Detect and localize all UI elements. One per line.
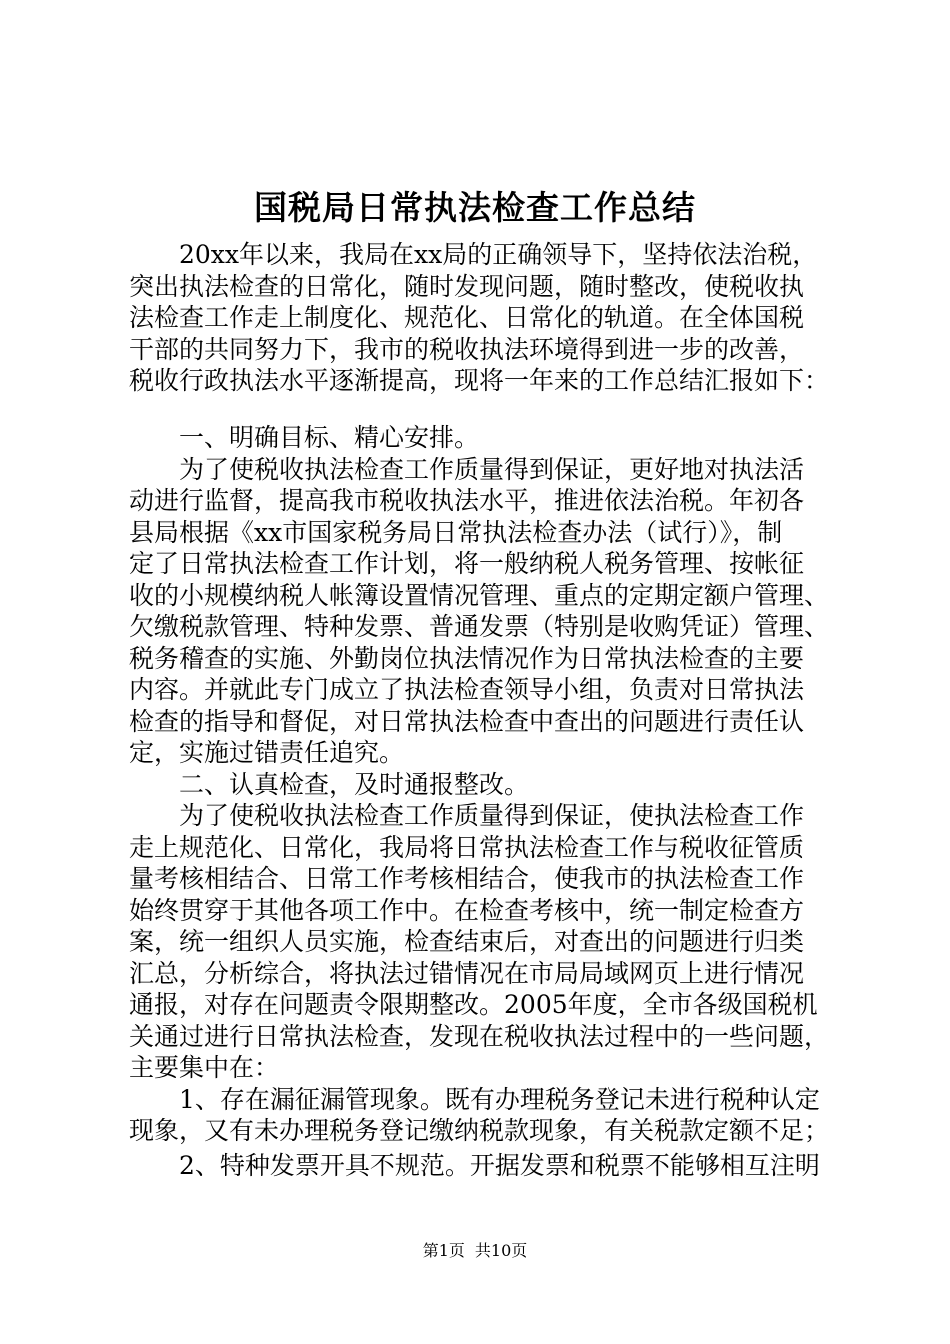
list-item-2: 2、特种发票开具不规范。开据发票和税票不能够相互注明 [179, 1151, 820, 1180]
text-line: 案，统一组织人员实施，检查结束后，对查出的问题进行归类 [129, 927, 805, 956]
text-line: 定了日常执法检查工作计划，将一般纳税人税务管理、按帐征 [129, 549, 805, 578]
document-title: 国税局日常执法检查工作总结 [254, 188, 696, 227]
list-item-1: 1、存在漏征漏管现象。既有办理税务登记未进行税种认定 [179, 1084, 820, 1114]
text-line: 现象，又有未办理税务登记缴纳税款现象，有关税款定额不足； [129, 1116, 830, 1145]
text-line: 汇总，分析综合，将执法过错情况在市局局域网页上进行情况 [129, 958, 805, 988]
text-line: 主要集中在： [129, 1053, 280, 1082]
item-2-body [129, 1150, 833, 1182]
text-line: 为了使税收执法检查工作质量得到保证，更好地对执法活 [179, 454, 805, 484]
text-line: 20xx年以来，我局在xx局的正确领导下，坚持依法治税， [179, 240, 818, 269]
page-number: 第1页 [422, 1241, 465, 1260]
text-line: 始终贯穿于其他各项工作中。在检查考核中，统一制定检查方 [129, 895, 805, 925]
text-line: 欠缴税款管理、特种发票、普通发票（特别是收购凭证）管理、 [129, 612, 830, 641]
text-line: 动进行监督，提高我市税收执法水平，推进依法治税。年初各 [129, 486, 805, 515]
text-line: 检查的指导和督促，对日常执法检查中查出的问题进行责任认 [129, 706, 805, 736]
page-total: 共10页 [474, 1241, 528, 1260]
text-line: 为了使税收执法检查工作质量得到保证，使执法检查工作 [179, 801, 805, 830]
text-line: 税务稽查的实施、外勤岗位执法情况作为日常执法检查的主要 [129, 643, 805, 673]
section-1-body [129, 422, 833, 1147]
text-line: 法检查工作走上制度化、规范化、日常化的轨道。在全体国税 [129, 303, 805, 332]
text-line: 税收行政执法水平逐渐提高，现将一年来的工作总结汇报如下： [129, 366, 830, 395]
text-line: 干部的共同努力下，我市的税收执法环境得到进一步的改善， [129, 334, 805, 364]
intro-paragraph [129, 239, 833, 397]
page-footer [0, 1240, 950, 1262]
text-line: 定，实施过错责任追究。 [129, 738, 405, 767]
text-line: 通报，对存在问题责令限期整改。2005年度，全市各级国税机 [129, 990, 818, 1019]
text-line: 走上规范化、日常化，我局将日常执法检查工作与税收征管质 [129, 832, 805, 862]
text-line: 量考核相结合、日常工作考核相结合，使我市的执法检查工作 [129, 864, 805, 893]
text-line: 内容。并就此专门成立了执法检查领导小组，负责对日常执法 [129, 675, 805, 704]
section-heading-2: 二、认真检查，及时通报整改。 [179, 769, 530, 799]
section-heading-1: 一、明确目标、精心安排。 [179, 423, 480, 452]
text-line: 收的小规模纳税人帐簿设置情况管理、重点的定期定额户管理、 [129, 580, 830, 610]
text-line: 突出执法检查的日常化，随时发现问题，随时整改，使税收执 [129, 271, 805, 301]
text-line: 关通过进行日常执法检查，发现在税收执法过程中的一些问题， [129, 1021, 830, 1051]
text-line: 县局根据《xx市国家税务局日常执法检查办法（试行）》，制 [129, 517, 783, 547]
